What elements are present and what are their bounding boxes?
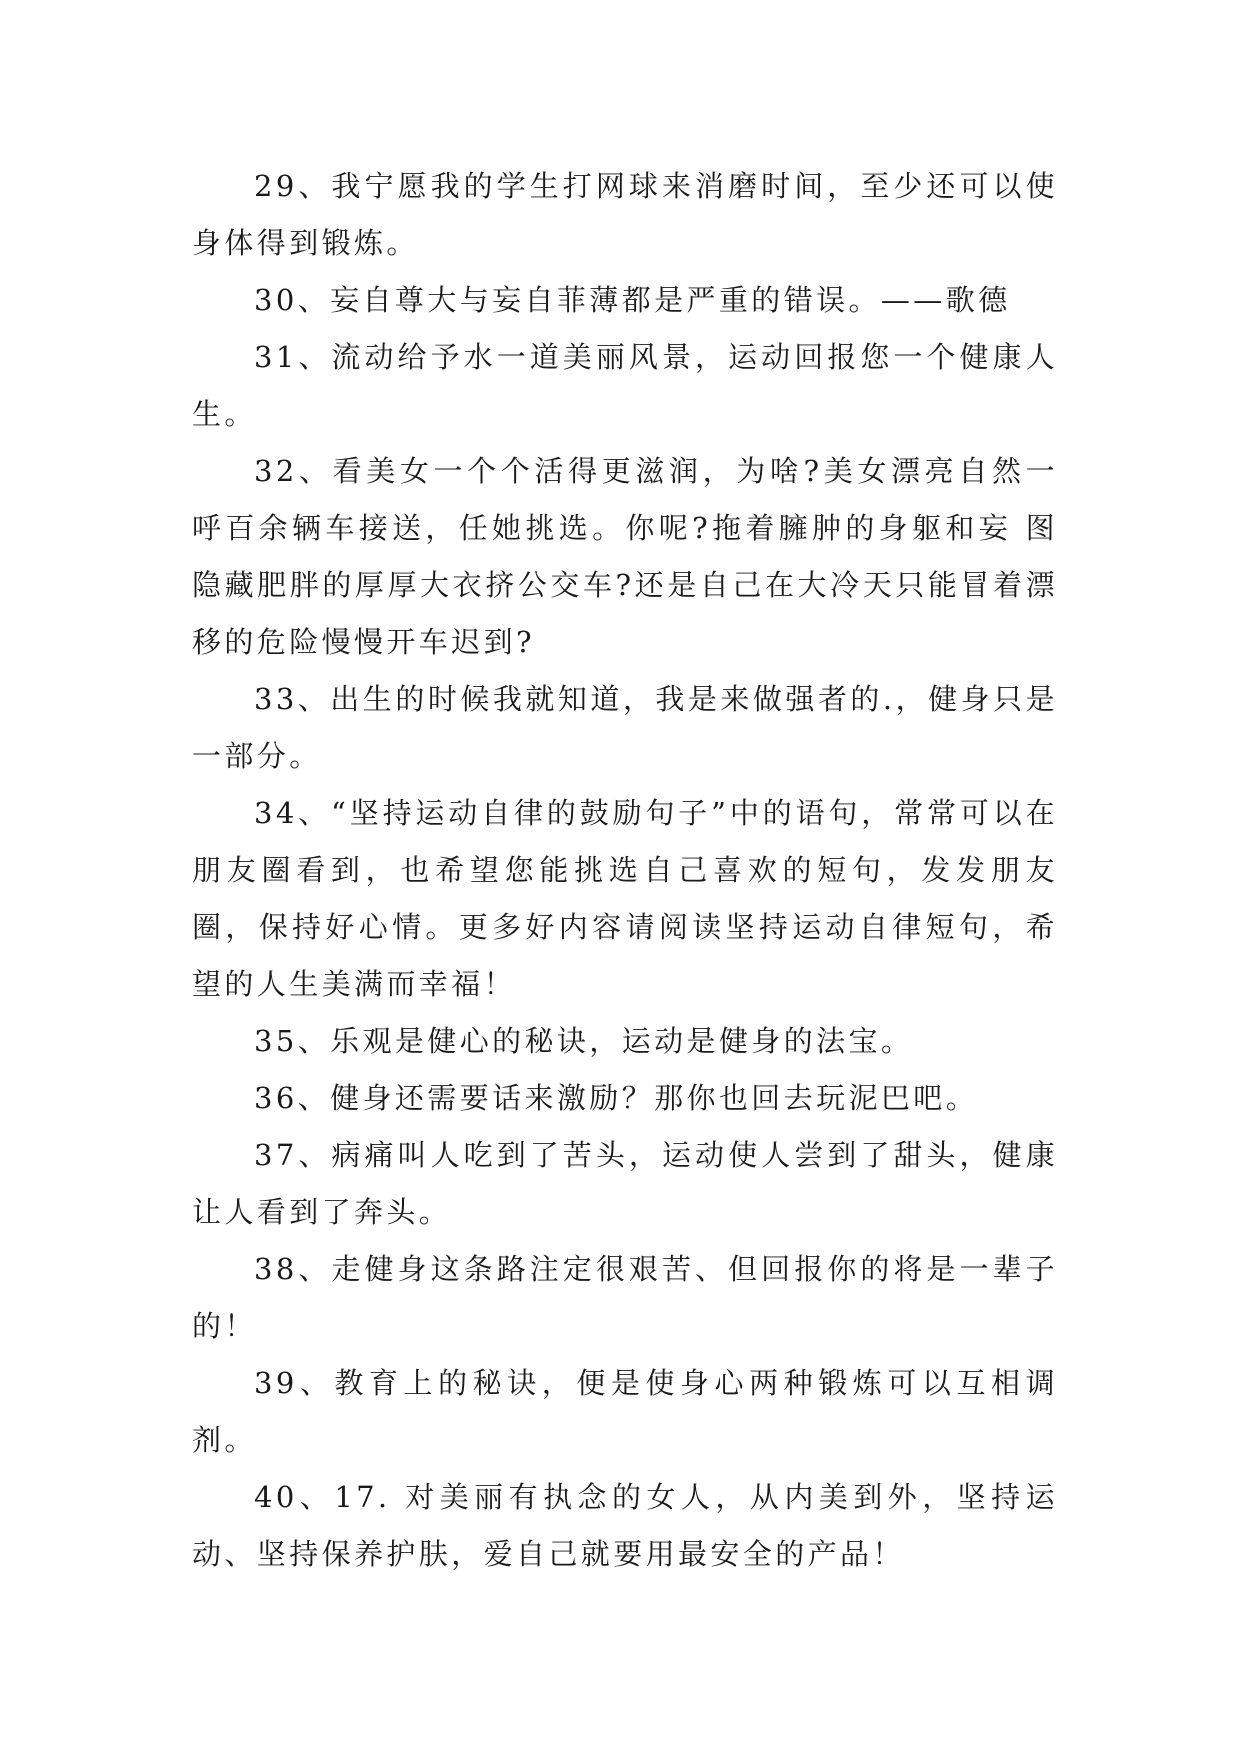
- paragraph-33: 33、出生的时候我就知道，我是来做强者的.，健身只是一部分。: [192, 682, 1058, 773]
- paragraph-39: 39、教育上的秘诀，便是使身心两种锻炼可以互相调剂。: [192, 1366, 1058, 1457]
- paragraph-34: 34、“坚持运动自律的鼓励句子”中的语句，常常可以在朋友圈看到，也希望您能挑选自己喜欢的短句，发发朋友圈，保持好心情。更多好内容请阅读坚持运动自律短句，希望的人生美满而幸福！: [192, 796, 1058, 1001]
- paragraph-36: 36、健身还需要话来激励？那你也回去玩泥巴吧。: [254, 1081, 979, 1115]
- paragraph-32: 32、看美女一个个活得更滋润，为啥?美女漂亮自然一呼百余辆车接送，任她挑选。你呢?拖着臃肿的身躯和妄 图隐藏肥胖的厚厚大衣挤公交车?还是自己在大冷天只能冒着漂移的危险慢慢开车迟到?: [192, 454, 1058, 659]
- paragraph-40: 40、17. 对美丽有执念的女人，从内美到外，坚持运动、坚持保养护肤，爱自己就要用最安全的产品！: [192, 1480, 1058, 1571]
- paragraph-30: 30、妄自尊大与妄自菲薄都是严重的错误。——歌德: [254, 283, 1011, 317]
- paragraph-38: 38、走健身这条路注定很艰苦、但回报你的将是一辈子的！: [192, 1252, 1058, 1343]
- paragraph-31: 31、流动给予水一道美丽风景，运动回报您一个健康人生。: [192, 340, 1058, 431]
- paragraph-37: 37、病痛叫人吃到了苦头，运动使人尝到了甜头，健康让人看到了奔头。: [192, 1138, 1058, 1229]
- document-body: [192, 158, 1058, 1583]
- paragraph-29: 29、我宁愿我的学生打网球来消磨时间，至少还可以使身体得到锻炼。: [192, 169, 1058, 260]
- paragraph-35: 35、乐观是健心的秘诀，运动是健身的法宝。: [254, 1024, 914, 1058]
